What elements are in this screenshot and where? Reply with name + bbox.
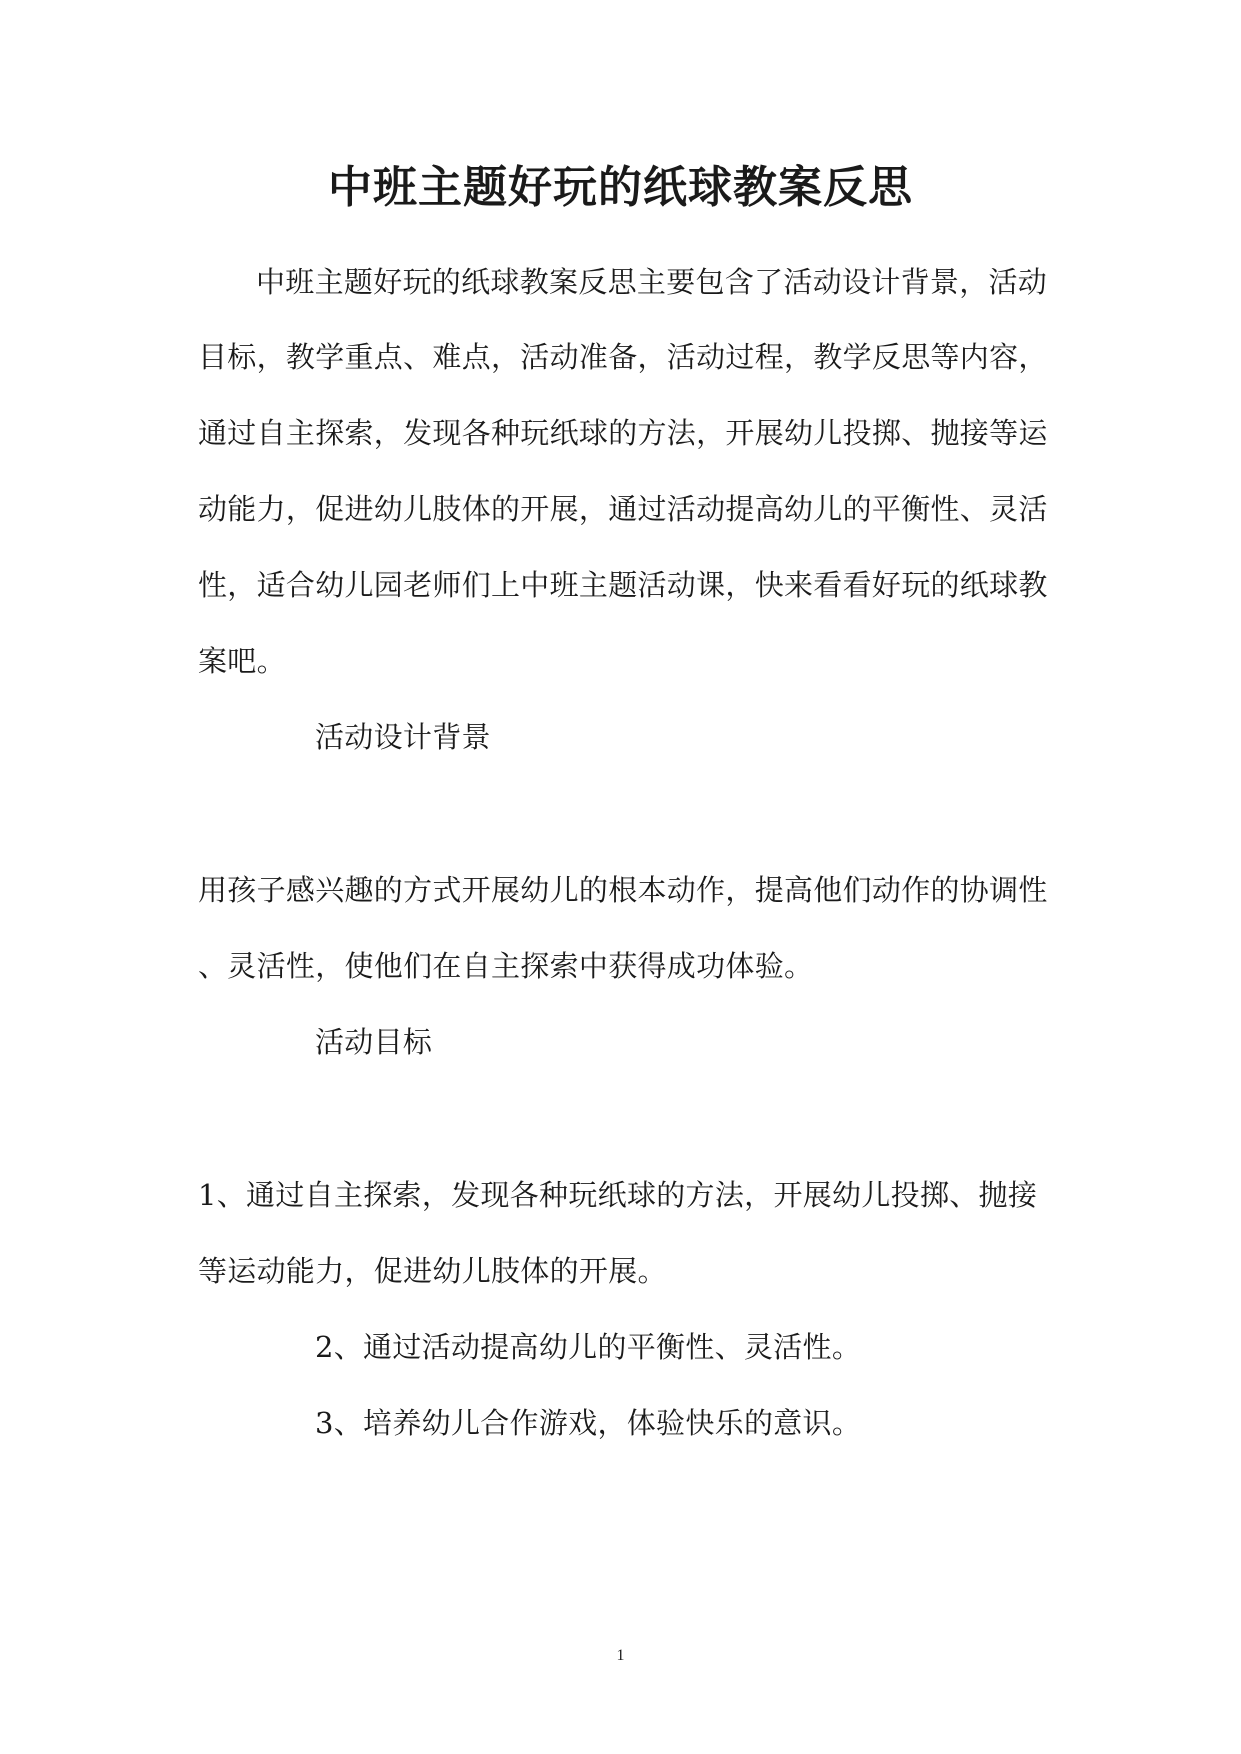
background-line-1: 用孩子感兴趣的方式开展幼儿的根本动作，提高他们动作的协调性 xyxy=(198,873,1048,907)
document-title: 中班主题好玩的纸球教案反思 xyxy=(328,162,913,213)
intro-line-1: 中班主题好玩的纸球教案反思主要包含了活动设计背景，活动 xyxy=(256,265,1048,299)
page-number: 1 xyxy=(616,1647,625,1664)
goal-line-1: 1、通过自主探索，发现各种玩纸球的方法，开展幼儿投掷、抛接 xyxy=(198,1178,1038,1212)
goal-line-4: 3、培养幼儿合作游戏，体验快乐的意识。 xyxy=(315,1406,862,1440)
intro-line-3: 通过自主探索，发现各种玩纸球的方法，开展幼儿投掷、抛接等运 xyxy=(198,416,1048,450)
intro-line-6: 案吧。 xyxy=(198,644,286,678)
goal-line-3: 2、通过活动提高幼儿的平衡性、灵活性。 xyxy=(315,1330,862,1364)
intro-line-2: 目标，教学重点、难点，活动准备，活动过程，教学反思等内容， xyxy=(198,340,1048,374)
section-heading-background: 活动设计背景 xyxy=(315,720,491,754)
intro-line-5: 性，适合幼儿园老师们上中班主题活动课，快来看看好玩的纸球教 xyxy=(198,568,1048,602)
intro-line-4: 动能力，促进幼儿肢体的开展，通过活动提高幼儿的平衡性、灵活 xyxy=(198,492,1048,526)
background-line-2: 、灵活性，使他们在自主探索中获得成功体验。 xyxy=(198,949,814,983)
section-heading-goals: 活动目标 xyxy=(315,1025,433,1059)
goal-line-2: 等运动能力，促进幼儿肢体的开展。 xyxy=(198,1254,667,1288)
